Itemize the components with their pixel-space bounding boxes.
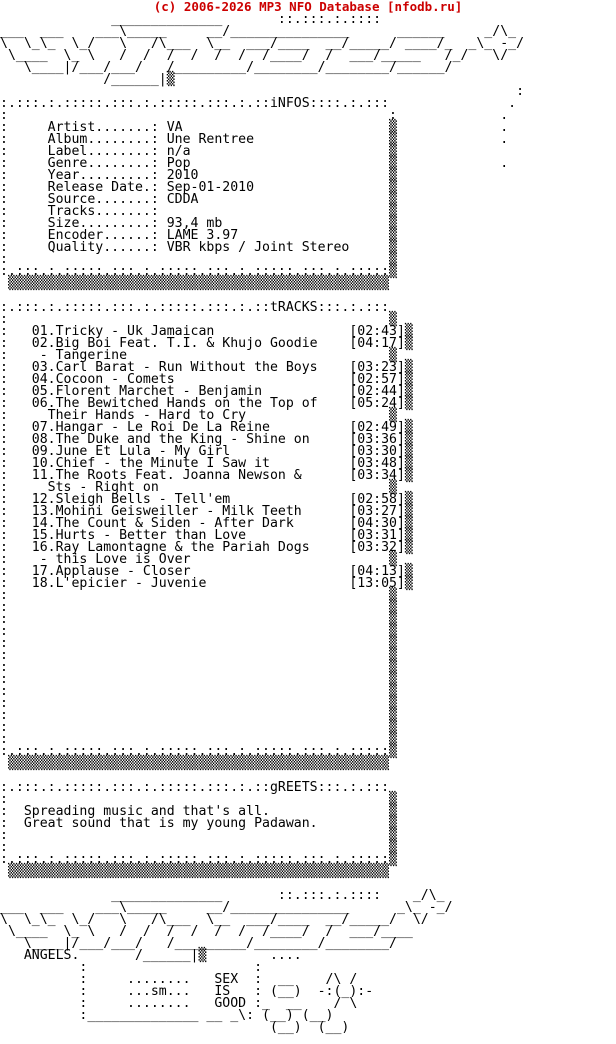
page-title: (c) 2006-2026 MP3 NFO Database [nfodb.ru] — [153, 0, 463, 14]
nfo-text: ______________ ::.:::.:.:::: ___ ___ ___\_____ __/_______________ ______ _/\_ \ \_\_ \_/ \ /\___ \__ ___/____ __/_____/ ____/_ _\_ -_/ \____ \_ \ / / / / / / /____/ / ___/_____ /_/ \/ \____|/___/___/ /_________/________/________/______/ /______|▒ : :.:::.:.:::::.:::.:.:::::.:::.:.::iNFOS::::.:.::: . : : . : Artist.......: VA ▒ . : Album........: Une Rentree ▒ . : Label........: n/a ▒ : Genre........: Pop ▒ . : Year.........: 2010 ▒ : Release Date.: Sep-01-2010 ▒ : Source.......: CDDA ▒ : Tracks.......: ▒ : Size.........: 93,4 mb ▒ : Encoder......: LAME 3.97 ▒ : Quality......: VBR kbps / Joint Stereo ▒ : ▒ :.:::.:.:::::.:::.:.:::::.:::.:.:::::.:::.:.:::::▒ ▒▒▒▒▒▒▒▒▒▒▒▒▒▒▒▒▒▒▒▒▒▒▒▒▒▒▒▒▒▒▒▒▒▒▒▒▒▒▒▒▒▒▒▒▒▒▒▒ :.:::.:.:::::.:::.:.:::::.:::.:.::tRACKS:::.:.::: : ▒ : 01.Tricky - Uk Jamaican [02:43]▒ : 02.Big Boi Feat. T.I. & Khujo Goodie [04:17]▒ : - Tangerine ▒ : 03.Carl Barat - Run Without the Boys [03:23]▒ : 04.Cocoon - Comets [02:57]▒ : 05.Florent Marchet - Benjamin [02:44]▒ : 06.The Bewitched Hands on the Top of [05:24]▒ : Their Hands - Hard to Cry ▒ : 07.Hangar - Le Roi De La Reine [02:49]▒ : 08.The Duke and the King - Shine on [03:36]▒ : 09.June Et Lula - My Girl [03:30]▒ : 10.Chief - the Minute I Saw it [03:48]▒ : 11.The Roots Feat. Joanna Newson & [03:34]▒ : Sts - Right on ▒ : 12.Sleigh Bells - Tell'em [02:58]▒ : 13.Mohini Geisweiller - Milk Teeth [03:27]▒ : 14.The Count & Siden - After Dark [04:30]▒ : 15.Hurts - Better than Love [03:31]▒ : 16.Ray Lamontagne & the Pariah Dogs [03:32]▒ : - this Love is Over ▒ : 17.Applause - Closer [04:13]▒ : 18.L'epicier - Juvenie [13:05]▒ : ▒ : ▒ : ▒ : ▒ : ▒ : ▒ : ▒ : ▒ : ▒ : ▒ : ▒ : ▒ : ▒ :.:::.:.:::::.:::.:.:::::.:::.:.:::::.:::.:.:::::▒ ▒▒▒▒▒▒▒▒▒▒▒▒▒▒▒▒▒▒▒▒▒▒▒▒▒▒▒▒▒▒▒▒▒▒▒▒▒▒▒▒▒▒▒▒▒▒▒▒ :.:::.:.:::::.:::.:.:::::.:::.:.::gREETS:::.:.::: : ▒ : Spreading music and that's all. ▒ : Great sound that is my young Padawan. ▒ : ▒ : ▒ :.:::.:.:::::.:::.:.:::::.:::.:.:::::.:::.:.:::::▒ ▒▒▒▒▒▒▒▒▒▒▒▒▒▒▒▒▒▒▒▒▒▒▒▒▒▒▒▒▒▒▒▒▒▒▒▒▒▒▒▒▒▒▒▒▒▒▒▒ ______________ ::.:::.:.:::: _/\_ ___ ___ ___\_____ __/_______________ _\_ -_/ \ \_\_ \_/ \ /\___ \__ ___/____ __/_____/ \/ \____ \_ \ / / / / / / /____/ / ___/____ \____|/___/___/ /_________/________/________/ ANGELS. /______|▒ .... : : : ........ SEX : __ /\ / : ...sm... IS : (__) -:(_):- : ........ GOOD :_ __ / \ :______________ __ _\: (__) (__) (__) (__) — [0, 12, 525, 1035]
